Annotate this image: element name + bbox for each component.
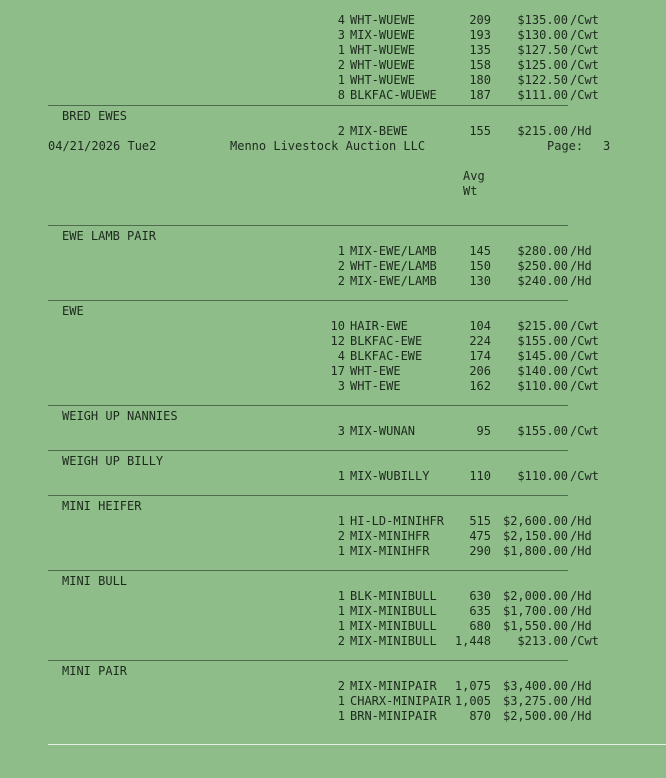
sale-price: $125.00 bbox=[517, 58, 568, 72]
sale-price: $2,600.00 bbox=[502, 514, 568, 528]
head-count: 2 bbox=[337, 58, 345, 72]
lot-description: MIX-MINIHFR bbox=[350, 529, 430, 543]
sale-price: $2,150.00 bbox=[502, 529, 568, 543]
section-divider bbox=[48, 744, 666, 745]
lot-description: WHT-EWE/LAMB bbox=[350, 259, 437, 273]
price-unit: /Hd bbox=[570, 529, 592, 543]
head-count: 1 bbox=[337, 244, 345, 258]
head-count: 1 bbox=[337, 73, 345, 87]
lot-description: MIX-MINIPAIR bbox=[350, 679, 437, 693]
average-weight: 630 bbox=[469, 589, 491, 603]
average-weight: 155 bbox=[469, 124, 491, 138]
lot-description: BLK-MINIBULL bbox=[350, 589, 437, 603]
head-count: 1 bbox=[337, 709, 345, 723]
sale-row bbox=[0, 619, 666, 634]
head-count: 3 bbox=[337, 424, 345, 438]
average-weight: 150 bbox=[469, 259, 491, 273]
sale-price: $127.50 bbox=[517, 43, 568, 57]
sale-row bbox=[0, 58, 666, 73]
average-weight: 209 bbox=[469, 13, 491, 27]
head-count: 1 bbox=[337, 604, 345, 618]
sale-row bbox=[0, 319, 666, 334]
sale-row bbox=[0, 604, 666, 619]
sale-row bbox=[0, 694, 666, 709]
lot-description: MIX-MINIBULL bbox=[350, 604, 437, 618]
sale-row bbox=[0, 259, 666, 274]
price-unit: /Hd bbox=[570, 124, 592, 138]
head-count: 2 bbox=[337, 634, 345, 648]
average-weight: 130 bbox=[469, 274, 491, 288]
sale-price: $280.00 bbox=[517, 244, 568, 258]
head-count: 4 bbox=[337, 349, 345, 363]
category-title: EWE LAMB PAIR bbox=[62, 229, 156, 243]
lot-description: WHT-WUEWE bbox=[350, 73, 416, 87]
lot-description: MIX-BEWE bbox=[350, 124, 408, 138]
price-unit: /Cwt bbox=[570, 634, 599, 648]
head-count: 17 bbox=[330, 364, 345, 378]
sale-price: $110.00 bbox=[517, 469, 568, 483]
head-count: 3 bbox=[337, 28, 345, 42]
price-unit: /Hd bbox=[570, 589, 592, 603]
lot-description: MIX-WUBILLY bbox=[350, 469, 430, 483]
sale-price: $145.00 bbox=[517, 349, 568, 363]
sale-price: $1,550.00 bbox=[502, 619, 568, 633]
sale-price: $122.50 bbox=[517, 73, 568, 87]
average-weight: 1,005 bbox=[454, 694, 491, 708]
average-weight: 95 bbox=[476, 424, 491, 438]
category-title: WEIGH UP BILLY bbox=[62, 454, 164, 468]
sale-row bbox=[0, 469, 666, 484]
lot-description: WHT-EWE bbox=[350, 364, 401, 378]
head-count: 2 bbox=[337, 529, 345, 543]
sale-price: $215.00 bbox=[517, 319, 568, 333]
lot-description: BLKFAC-EWE bbox=[350, 349, 423, 363]
price-unit: /Cwt bbox=[570, 424, 599, 438]
category-title: BRED EWES bbox=[62, 109, 128, 123]
page-number: 3 bbox=[603, 139, 611, 153]
head-count: 1 bbox=[337, 589, 345, 603]
sale-price: $3,400.00 bbox=[502, 679, 568, 693]
category-title: MINI HEIFER bbox=[62, 499, 142, 513]
column-header-avg: Avg bbox=[463, 169, 485, 183]
average-weight: 162 bbox=[469, 379, 491, 393]
head-count: 4 bbox=[337, 13, 345, 27]
page-label: Page: bbox=[547, 139, 584, 153]
average-weight: 1,448 bbox=[454, 634, 491, 648]
sale-price: $215.00 bbox=[517, 124, 568, 138]
sale-price: $2,500.00 bbox=[502, 709, 568, 723]
average-weight: 145 bbox=[469, 244, 491, 258]
sale-price: $213.00 bbox=[517, 634, 568, 648]
column-header-wt: Wt bbox=[463, 184, 478, 198]
sale-price: $3,275.00 bbox=[502, 694, 568, 708]
sale-row bbox=[0, 124, 666, 139]
average-weight: 158 bbox=[469, 58, 491, 72]
average-weight: 174 bbox=[469, 349, 491, 363]
price-unit: /Hd bbox=[570, 694, 592, 708]
average-weight: 206 bbox=[469, 364, 491, 378]
sale-price: $250.00 bbox=[517, 259, 568, 273]
average-weight: 193 bbox=[469, 28, 491, 42]
price-unit: /Hd bbox=[570, 544, 592, 558]
sale-row bbox=[0, 589, 666, 604]
lot-description: WHT-EWE bbox=[350, 379, 401, 393]
price-unit: /Hd bbox=[570, 709, 592, 723]
sale-row bbox=[0, 13, 666, 28]
lot-description: CHARX-MINIPAIR bbox=[350, 694, 452, 708]
price-unit: /Hd bbox=[570, 604, 592, 618]
section-divider bbox=[48, 450, 568, 451]
average-weight: 635 bbox=[469, 604, 491, 618]
sale-row bbox=[0, 244, 666, 259]
price-unit: /Cwt bbox=[570, 364, 599, 378]
price-unit: /Hd bbox=[570, 244, 592, 258]
sale-row bbox=[0, 274, 666, 289]
price-unit: /Cwt bbox=[570, 319, 599, 333]
sale-price: $155.00 bbox=[517, 334, 568, 348]
lot-description: WHT-WUEWE bbox=[350, 58, 416, 72]
average-weight: 475 bbox=[469, 529, 491, 543]
sale-row bbox=[0, 73, 666, 88]
sale-price: $1,700.00 bbox=[502, 604, 568, 618]
sale-row bbox=[0, 709, 666, 724]
average-weight: 187 bbox=[469, 88, 491, 102]
price-unit: /Cwt bbox=[570, 88, 599, 102]
sale-price: $240.00 bbox=[517, 274, 568, 288]
section-divider bbox=[48, 405, 568, 406]
sale-row bbox=[0, 349, 666, 364]
sale-row bbox=[0, 43, 666, 58]
report-date: 04/21/2026 Tue2 bbox=[48, 139, 157, 153]
lot-description: BRN-MINIPAIR bbox=[350, 709, 437, 723]
head-count: 2 bbox=[337, 124, 345, 138]
average-weight: 515 bbox=[469, 514, 491, 528]
sale-price: $111.00 bbox=[517, 88, 568, 102]
head-count: 2 bbox=[337, 274, 345, 288]
sale-row bbox=[0, 529, 666, 544]
price-unit: /Cwt bbox=[570, 43, 599, 57]
section-divider bbox=[48, 225, 568, 226]
lot-description: MIX-WUNAN bbox=[350, 424, 416, 438]
category-title: EWE bbox=[62, 304, 84, 318]
company-name: Menno Livestock Auction LLC bbox=[230, 139, 426, 153]
category-title: WEIGH UP NANNIES bbox=[62, 409, 178, 423]
sale-price: $130.00 bbox=[517, 28, 568, 42]
lot-description: MIX-MINIBULL bbox=[350, 634, 437, 648]
price-unit: /Cwt bbox=[570, 469, 599, 483]
head-count: 3 bbox=[337, 379, 345, 393]
head-count: 1 bbox=[337, 469, 345, 483]
lot-description: WHT-WUEWE bbox=[350, 13, 416, 27]
sale-price: $110.00 bbox=[517, 379, 568, 393]
average-weight: 104 bbox=[469, 319, 491, 333]
price-unit: /Cwt bbox=[570, 334, 599, 348]
lot-description: MIX-MINIBULL bbox=[350, 619, 437, 633]
lot-description: HI-LD-MINIHFR bbox=[350, 514, 444, 528]
price-unit: /Cwt bbox=[570, 73, 599, 87]
average-weight: 1,075 bbox=[454, 679, 491, 693]
section-divider bbox=[48, 495, 568, 496]
sale-row bbox=[0, 544, 666, 559]
price-unit: /Hd bbox=[570, 259, 592, 273]
section-divider bbox=[48, 660, 568, 661]
lot-description: MIX-WUEWE bbox=[350, 28, 416, 42]
sale-row bbox=[0, 379, 666, 394]
price-unit: /Cwt bbox=[570, 58, 599, 72]
section-divider bbox=[48, 570, 568, 571]
average-weight: 180 bbox=[469, 73, 491, 87]
section-divider bbox=[48, 300, 568, 301]
average-weight: 290 bbox=[469, 544, 491, 558]
head-count: 1 bbox=[337, 514, 345, 528]
average-weight: 680 bbox=[469, 619, 491, 633]
sale-price: $1,800.00 bbox=[502, 544, 568, 558]
average-weight: 870 bbox=[469, 709, 491, 723]
head-count: 2 bbox=[337, 679, 345, 693]
category-title: MINI BULL bbox=[62, 574, 128, 588]
category-title: MINI PAIR bbox=[62, 664, 128, 678]
head-count: 2 bbox=[337, 259, 345, 273]
sale-row bbox=[0, 679, 666, 694]
head-count: 1 bbox=[337, 694, 345, 708]
section-divider bbox=[48, 105, 568, 106]
head-count: 1 bbox=[337, 619, 345, 633]
sale-row bbox=[0, 364, 666, 379]
sale-row bbox=[0, 334, 666, 349]
sale-row bbox=[0, 634, 666, 649]
lot-description: WHT-WUEWE bbox=[350, 43, 416, 57]
price-unit: /Cwt bbox=[570, 379, 599, 393]
sale-price: $140.00 bbox=[517, 364, 568, 378]
average-weight: 135 bbox=[469, 43, 491, 57]
sale-row bbox=[0, 424, 666, 439]
head-count: 10 bbox=[330, 319, 345, 333]
sale-row bbox=[0, 514, 666, 529]
lot-description: BLKFAC-WUEWE bbox=[350, 88, 437, 102]
price-unit: /Cwt bbox=[570, 13, 599, 27]
lot-description: MIX-MINIHFR bbox=[350, 544, 430, 558]
sale-price: $2,000.00 bbox=[502, 589, 568, 603]
head-count: 1 bbox=[337, 43, 345, 57]
average-weight: 110 bbox=[469, 469, 491, 483]
average-weight: 224 bbox=[469, 334, 491, 348]
price-unit: /Hd bbox=[570, 679, 592, 693]
head-count: 12 bbox=[330, 334, 345, 348]
head-count: 1 bbox=[337, 544, 345, 558]
head-count: 8 bbox=[337, 88, 345, 102]
sale-row bbox=[0, 28, 666, 43]
price-unit: /Cwt bbox=[570, 28, 599, 42]
price-unit: /Hd bbox=[570, 274, 592, 288]
lot-description: MIX-EWE/LAMB bbox=[350, 274, 437, 288]
lot-description: MIX-EWE/LAMB bbox=[350, 244, 437, 258]
sale-price: $135.00 bbox=[517, 13, 568, 27]
lot-description: HAIR-EWE bbox=[350, 319, 408, 333]
sale-row bbox=[0, 88, 666, 103]
price-unit: /Hd bbox=[570, 619, 592, 633]
price-unit: /Cwt bbox=[570, 349, 599, 363]
lot-description: BLKFAC-EWE bbox=[350, 334, 423, 348]
price-unit: /Hd bbox=[570, 514, 592, 528]
sale-price: $155.00 bbox=[517, 424, 568, 438]
